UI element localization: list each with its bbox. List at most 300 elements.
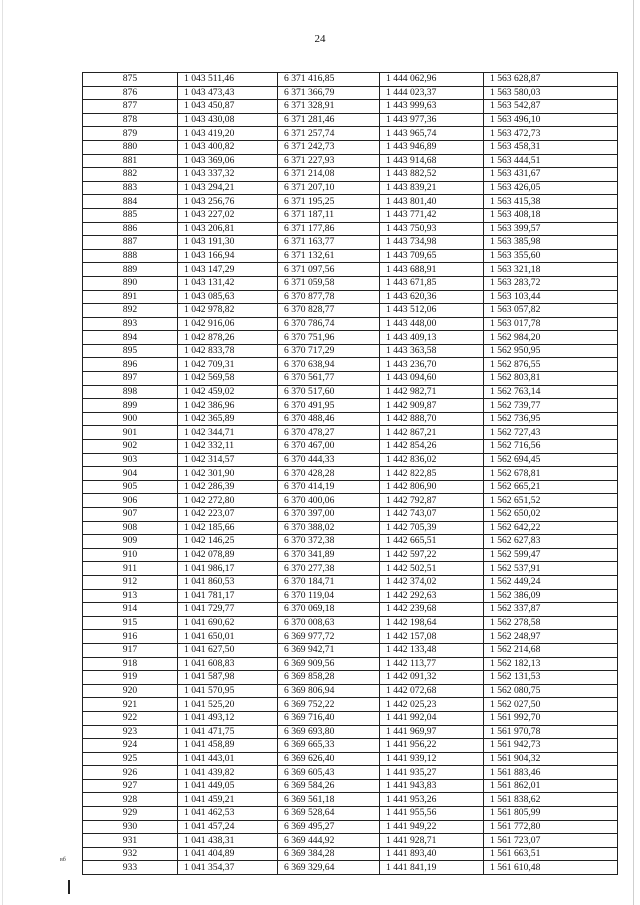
coordinate-cell: 6 369 977,72 [278, 630, 380, 644]
coordinate-cell: 1 041 570,95 [178, 684, 278, 698]
coordinate-cell: 6 369 528,64 [278, 807, 380, 821]
point-number-cell: 876 [83, 86, 178, 100]
coordinate-cell: 1 043 191,30 [178, 236, 278, 250]
point-number-cell: 916 [83, 630, 178, 644]
coordinate-cell: 1 443 709,65 [380, 249, 484, 263]
coordinate-cell: 1 041 443,01 [178, 752, 278, 766]
table-row [83, 711, 618, 725]
coordinate-cell: 1 443 999,63 [380, 100, 484, 114]
point-number-cell: 919 [83, 671, 178, 685]
coordinate-cell: 1 443 620,36 [380, 290, 484, 304]
table-row [83, 752, 618, 766]
coordinate-cell: 6 370 517,60 [278, 385, 380, 399]
coordinate-cell: 1 042 286,39 [178, 480, 278, 494]
coordinate-cell: 1 442 072,68 [380, 684, 484, 698]
coordinate-cell: 1 442 133,48 [380, 643, 484, 657]
coordinate-cell: 1 563 458,31 [484, 140, 618, 154]
table-row [83, 290, 618, 304]
coordinate-cell: 6 370 277,38 [278, 562, 380, 576]
coordinate-cell: 6 369 716,40 [278, 711, 380, 725]
point-number-cell: 900 [83, 412, 178, 426]
point-number-cell: 905 [83, 480, 178, 494]
coordinate-cell: 1 043 256,76 [178, 195, 278, 209]
coordinate-cell: 6 370 467,00 [278, 440, 380, 454]
coordinate-cell: 1 562 599,47 [484, 548, 618, 562]
coordinate-cell: 6 369 806,94 [278, 684, 380, 698]
table-row [83, 358, 618, 372]
table-row [83, 73, 618, 87]
point-number-cell: 895 [83, 344, 178, 358]
point-number-cell: 910 [83, 548, 178, 562]
coordinate-cell: 1 442 292,63 [380, 589, 484, 603]
coordinate-cell: 6 369 605,43 [278, 766, 380, 780]
coordinate-cell: 6 371 214,08 [278, 168, 380, 182]
coordinate-cell: 6 369 909,56 [278, 657, 380, 671]
coordinate-cell: 1 042 386,96 [178, 399, 278, 413]
coordinate-cell: 1 443 750,93 [380, 222, 484, 236]
point-number-cell: 878 [83, 113, 178, 127]
coordinate-cell: 1 441 893,40 [380, 847, 484, 861]
table-row [83, 331, 618, 345]
table-row [83, 440, 618, 454]
coordinate-cell: 1 041 457,24 [178, 820, 278, 834]
coordinate-cell: 1 442 157,08 [380, 630, 484, 644]
point-number-cell: 877 [83, 100, 178, 114]
coordinate-cell: 1 442 792,87 [380, 494, 484, 508]
coordinate-cell: 1 562 449,24 [484, 575, 618, 589]
table-row [83, 766, 618, 780]
table-row [83, 181, 618, 195]
coordinate-cell: 1 562 182,13 [484, 657, 618, 671]
coordinate-cell: 1 441 841,19 [380, 861, 484, 875]
coordinate-cell: 1 442 113,77 [380, 657, 484, 671]
coordinate-cell: 1 041 449,05 [178, 779, 278, 793]
coordinate-cell: 6 369 495,27 [278, 820, 380, 834]
point-number-cell: 879 [83, 127, 178, 141]
point-number-cell: 904 [83, 467, 178, 481]
coordinate-cell: 1 443 409,13 [380, 331, 484, 345]
coordinate-cell: 1 442 836,02 [380, 453, 484, 467]
coordinate-cell: 1 442 597,22 [380, 548, 484, 562]
coordinate-cell: 1 563 017,78 [484, 317, 618, 331]
point-number-cell: 884 [83, 195, 178, 209]
point-number-cell: 928 [83, 793, 178, 807]
coordinate-cell: 1 441 943,83 [380, 779, 484, 793]
point-number-cell: 913 [83, 589, 178, 603]
coordinate-cell: 1 042 878,26 [178, 331, 278, 345]
coordinate-cell: 1 443 363,58 [380, 344, 484, 358]
coordinate-cell: 1 042 569,58 [178, 372, 278, 386]
coordinates-table-body [83, 73, 618, 875]
table-row [83, 276, 618, 290]
table-row [83, 657, 618, 671]
coordinate-cell: 1 443 771,42 [380, 208, 484, 222]
table-row [83, 467, 618, 481]
point-number-cell: 903 [83, 453, 178, 467]
table-row [83, 412, 618, 426]
coordinate-cell: 1 562 642,22 [484, 521, 618, 535]
table-row [83, 480, 618, 494]
point-number-cell: 914 [83, 603, 178, 617]
coordinate-cell: 6 369 329,64 [278, 861, 380, 875]
point-number-cell: 901 [83, 426, 178, 440]
coordinate-cell: 6 369 942,71 [278, 643, 380, 657]
coordinate-cell: 1 441 956,22 [380, 739, 484, 753]
coordinate-cell: 1 441 935,27 [380, 766, 484, 780]
coordinate-cell: 1 041 781,17 [178, 589, 278, 603]
coordinate-cell: 1 562 027,50 [484, 698, 618, 712]
coordinate-cell: 6 371 257,74 [278, 127, 380, 141]
coordinate-cell: 1 041 354,37 [178, 861, 278, 875]
coordinate-cell: 1 042 916,06 [178, 317, 278, 331]
table-row [83, 168, 618, 182]
coordinate-cell: 1 563 415,38 [484, 195, 618, 209]
coordinate-cell: 1 042 185,66 [178, 521, 278, 535]
coordinate-cell: 1 043 419,20 [178, 127, 278, 141]
coordinate-cell: 1 043 400,82 [178, 140, 278, 154]
table-row [83, 793, 618, 807]
coordinate-cell: 1 562 739,77 [484, 399, 618, 413]
coordinate-cell: 1 442 822,85 [380, 467, 484, 481]
coordinate-cell: 6 369 752,22 [278, 698, 380, 712]
coordinate-cell: 1 041 525,20 [178, 698, 278, 712]
coordinate-cell: 1 562 386,09 [484, 589, 618, 603]
table-row [83, 575, 618, 589]
coordinate-cell: 1 562 876,55 [484, 358, 618, 372]
coordinate-cell: 1 563 355,60 [484, 249, 618, 263]
table-row [83, 249, 618, 263]
coordinate-cell: 1 041 587,98 [178, 671, 278, 685]
coordinate-cell: 1 042 709,31 [178, 358, 278, 372]
coordinate-cell: 1 563 431,67 [484, 168, 618, 182]
coordinate-cell: 6 370 638,94 [278, 358, 380, 372]
point-number-cell: 927 [83, 779, 178, 793]
footer-tick [68, 880, 70, 894]
coordinate-cell: 1 443 946,89 [380, 140, 484, 154]
coordinate-cell: 1 562 736,95 [484, 412, 618, 426]
coordinate-cell: 1 041 458,89 [178, 739, 278, 753]
coordinate-cell: 1 562 763,14 [484, 385, 618, 399]
table-row [83, 847, 618, 861]
point-number-cell: 892 [83, 304, 178, 318]
scan-edge-left [2, 0, 3, 905]
point-number-cell: 908 [83, 521, 178, 535]
coordinate-cell: 6 370 444,33 [278, 453, 380, 467]
coordinate-cell: 1 562 803,81 [484, 372, 618, 386]
point-number-cell: 907 [83, 508, 178, 522]
table-row [83, 603, 618, 617]
coordinate-cell: 1 042 978,82 [178, 304, 278, 318]
coordinate-cell: 1 442 982,71 [380, 385, 484, 399]
table-row [83, 562, 618, 576]
coordinate-cell: 1 563 542,87 [484, 100, 618, 114]
coordinate-cell: 1 442 888,70 [380, 412, 484, 426]
coordinate-cell: 1 043 131,42 [178, 276, 278, 290]
coordinate-cell: 1 442 867,21 [380, 426, 484, 440]
coordinate-cell: 1 042 078,89 [178, 548, 278, 562]
point-number-cell: 891 [83, 290, 178, 304]
point-number-cell: 896 [83, 358, 178, 372]
coordinate-cell: 6 370 751,96 [278, 331, 380, 345]
coordinate-cell: 1 444 023,37 [380, 86, 484, 100]
table-row [83, 127, 618, 141]
coordinate-cell: 1 041 690,62 [178, 616, 278, 630]
coordinate-cell: 1 563 103,44 [484, 290, 618, 304]
table-row [83, 684, 618, 698]
coordinate-cell: 1 042 459,02 [178, 385, 278, 399]
coordinate-cell: 1 442 806,90 [380, 480, 484, 494]
coordinate-cell: 1 043 430,08 [178, 113, 278, 127]
table-row [83, 399, 618, 413]
coordinate-cell: 1 442 705,39 [380, 521, 484, 535]
point-number-cell: 930 [83, 820, 178, 834]
coordinate-cell: 1 443 688,91 [380, 263, 484, 277]
coordinate-cell: 1 563 385,98 [484, 236, 618, 250]
coordinate-cell: 1 562 984,20 [484, 331, 618, 345]
table-row [83, 508, 618, 522]
table-row [83, 820, 618, 834]
point-number-cell: 880 [83, 140, 178, 154]
coordinate-cell: 1 443 965,74 [380, 127, 484, 141]
coordinate-cell: 1 444 062,96 [380, 73, 484, 87]
coordinate-cell: 1 442 665,51 [380, 535, 484, 549]
coordinate-cell: 1 563 472,73 [484, 127, 618, 141]
coordinate-cell: 6 370 372,38 [278, 535, 380, 549]
point-number-cell: 931 [83, 834, 178, 848]
table-row [83, 154, 618, 168]
coordinate-cell: 1 563 444,51 [484, 154, 618, 168]
table-row [83, 317, 618, 331]
coordinate-cell: 6 369 561,18 [278, 793, 380, 807]
point-number-cell: 898 [83, 385, 178, 399]
coordinate-cell: 1 562 214,68 [484, 643, 618, 657]
coordinate-cell: 6 370 828,77 [278, 304, 380, 318]
coordinate-cell: 1 042 146,25 [178, 535, 278, 549]
coordinate-cell: 6 370 414,19 [278, 480, 380, 494]
coordinate-cell: 1 562 651,52 [484, 494, 618, 508]
coordinate-cell: 6 370 717,29 [278, 344, 380, 358]
coordinate-cell: 6 371 195,25 [278, 195, 380, 209]
coordinate-cell: 1 043 369,06 [178, 154, 278, 168]
coordinate-cell: 6 371 227,93 [278, 154, 380, 168]
coordinate-cell: 1 443 448,00 [380, 317, 484, 331]
coordinate-cell: 6 371 177,86 [278, 222, 380, 236]
coordinate-cell: 1 041 439,82 [178, 766, 278, 780]
coordinate-cell: 1 443 914,68 [380, 154, 484, 168]
coordinate-cell: 1 562 950,95 [484, 344, 618, 358]
table-row [83, 725, 618, 739]
coordinate-cell: 6 370 184,71 [278, 575, 380, 589]
coordinate-cell: 1 562 248,97 [484, 630, 618, 644]
coordinate-cell: 6 370 428,28 [278, 467, 380, 481]
coordinate-cell: 1 442 854,26 [380, 440, 484, 454]
point-number-cell: 924 [83, 739, 178, 753]
coordinate-cell: 1 043 166,94 [178, 249, 278, 263]
coordinate-cell: 1 041 986,17 [178, 562, 278, 576]
coordinate-cell: 6 369 384,28 [278, 847, 380, 861]
coordinate-cell: 1 041 493,12 [178, 711, 278, 725]
coordinate-cell: 1 442 909,87 [380, 399, 484, 413]
table-row [83, 521, 618, 535]
coordinate-cell: 1 042 365,89 [178, 412, 278, 426]
coordinate-cell: 1 042 344,71 [178, 426, 278, 440]
point-number-cell: 929 [83, 807, 178, 821]
point-number-cell: 926 [83, 766, 178, 780]
point-number-cell: 925 [83, 752, 178, 766]
coordinate-cell: 1 561 772,80 [484, 820, 618, 834]
coordinate-cell: 6 371 242,73 [278, 140, 380, 154]
point-number-cell: 915 [83, 616, 178, 630]
coordinate-cell: 6 370 397,00 [278, 508, 380, 522]
coordinate-cell: 6 370 069,18 [278, 603, 380, 617]
table-row [83, 807, 618, 821]
point-number-cell: 897 [83, 372, 178, 386]
coordinate-cell: 6 370 491,95 [278, 399, 380, 413]
coordinate-cell: 1 043 511,46 [178, 73, 278, 87]
point-number-cell: 899 [83, 399, 178, 413]
table-row [83, 739, 618, 753]
coordinate-cell: 1 562 537,91 [484, 562, 618, 576]
coordinate-cell: 1 562 131,53 [484, 671, 618, 685]
coordinate-cell: 6 370 786,74 [278, 317, 380, 331]
coordinate-cell: 6 370 400,06 [278, 494, 380, 508]
point-number-cell: 883 [83, 181, 178, 195]
coordinate-cell: 6 371 207,10 [278, 181, 380, 195]
point-number-cell: 902 [83, 440, 178, 454]
coordinate-cell: 1 443 236,70 [380, 358, 484, 372]
coordinate-cell: 1 442 025,23 [380, 698, 484, 712]
coordinate-cell: 1 443 801,40 [380, 195, 484, 209]
point-number-cell: 894 [83, 331, 178, 345]
coordinate-cell: 1 041 459,21 [178, 793, 278, 807]
coordinate-cell: 1 042 833,78 [178, 344, 278, 358]
coordinate-cell: 1 561 610,48 [484, 861, 618, 875]
coordinate-cell: 1 441 955,56 [380, 807, 484, 821]
page-number: 24 [314, 33, 326, 45]
point-number-cell: 911 [83, 562, 178, 576]
point-number-cell: 885 [83, 208, 178, 222]
point-number-cell: 881 [83, 154, 178, 168]
table-row [83, 453, 618, 467]
point-number-cell: 917 [83, 643, 178, 657]
coordinate-cell: 1 041 404,89 [178, 847, 278, 861]
coordinate-cell: 1 042 314,57 [178, 453, 278, 467]
coordinate-cell: 6 370 561,77 [278, 372, 380, 386]
coordinate-cell: 1 043 206,81 [178, 222, 278, 236]
table-row [83, 643, 618, 657]
table-row [83, 195, 618, 209]
table-row [83, 113, 618, 127]
coordinate-cell: 6 371 366,79 [278, 86, 380, 100]
coordinate-cell: 1 562 665,21 [484, 480, 618, 494]
coordinate-cell: 1 043 450,87 [178, 100, 278, 114]
coordinate-cell: 1 441 949,22 [380, 820, 484, 834]
coordinate-cell: 1 443 882,52 [380, 168, 484, 182]
coordinate-cell: 1 442 198,64 [380, 616, 484, 630]
point-number-cell: 923 [83, 725, 178, 739]
table-row [83, 385, 618, 399]
table-row [83, 616, 618, 630]
coordinate-cell: 1 043 294,21 [178, 181, 278, 195]
coordinate-cell: 6 369 858,28 [278, 671, 380, 685]
coordinates-table [82, 72, 618, 875]
coordinate-cell: 6 369 584,26 [278, 779, 380, 793]
coordinate-cell: 1 441 969,97 [380, 725, 484, 739]
coordinate-cell: 1 443 671,85 [380, 276, 484, 290]
coordinate-cell: 1 563 426,05 [484, 181, 618, 195]
coordinate-cell: 1 042 332,11 [178, 440, 278, 454]
coordinate-cell: 1 041 471,75 [178, 725, 278, 739]
coordinate-cell: 6 371 132,61 [278, 249, 380, 263]
coordinate-cell: 1 563 580,03 [484, 86, 618, 100]
coordinate-cell: 6 369 626,40 [278, 752, 380, 766]
point-number-cell: 920 [83, 684, 178, 698]
coordinate-cell: 6 371 059,58 [278, 276, 380, 290]
coordinate-cell: 6 369 444,92 [278, 834, 380, 848]
coordinate-cell: 1 562 627,83 [484, 535, 618, 549]
coordinate-cell: 1 563 283,72 [484, 276, 618, 290]
coordinate-cell: 1 442 374,02 [380, 575, 484, 589]
coordinate-cell: 1 442 239,68 [380, 603, 484, 617]
coordinate-cell: 1 443 734,98 [380, 236, 484, 250]
coordinate-cell: 1 441 953,26 [380, 793, 484, 807]
coordinate-cell: 1 042 223,07 [178, 508, 278, 522]
point-number-cell: 875 [83, 73, 178, 87]
scan-edge-right [633, 0, 634, 905]
point-number-cell: 906 [83, 494, 178, 508]
coordinate-cell: 1 043 147,29 [178, 263, 278, 277]
point-number-cell: 890 [83, 276, 178, 290]
coordinate-cell: 6 370 388,02 [278, 521, 380, 535]
coordinate-cell: 6 370 877,78 [278, 290, 380, 304]
coordinate-cell: 1 563 399,57 [484, 222, 618, 236]
table-row [83, 834, 618, 848]
table-row [83, 779, 618, 793]
point-number-cell: 887 [83, 236, 178, 250]
coordinate-cell: 1 041 627,50 [178, 643, 278, 657]
table-row [83, 589, 618, 603]
coordinate-cell: 6 370 008,63 [278, 616, 380, 630]
coordinate-cell: 1 561 838,62 [484, 793, 618, 807]
coordinate-cell: 1 441 992,04 [380, 711, 484, 725]
table-row [83, 86, 618, 100]
table-row [83, 222, 618, 236]
coordinate-cell: 1 043 337,32 [178, 168, 278, 182]
coordinate-cell: 1 441 928,71 [380, 834, 484, 848]
table-row [83, 426, 618, 440]
coordinate-cell: 1 442 091,32 [380, 671, 484, 685]
coordinate-cell: 1 441 939,12 [380, 752, 484, 766]
point-number-cell: 932 [83, 847, 178, 861]
point-number-cell: 909 [83, 535, 178, 549]
table-row [83, 548, 618, 562]
coordinate-cell: 1 561 663,51 [484, 847, 618, 861]
table-row [83, 494, 618, 508]
coordinate-cell: 1 042 301,90 [178, 467, 278, 481]
coordinate-cell: 1 043 085,63 [178, 290, 278, 304]
coordinate-cell: 1 041 608,83 [178, 657, 278, 671]
coordinate-cell: 6 371 416,85 [278, 73, 380, 87]
point-number-cell: 889 [83, 263, 178, 277]
coordinate-cell: 1 443 839,21 [380, 181, 484, 195]
coordinate-cell: 6 371 097,56 [278, 263, 380, 277]
coordinate-cell: 1 041 729,77 [178, 603, 278, 617]
coordinate-cell: 1 563 408,18 [484, 208, 618, 222]
coordinate-cell: 1 442 743,07 [380, 508, 484, 522]
coordinate-cell: 1 041 462,53 [178, 807, 278, 821]
table-row [83, 304, 618, 318]
coordinate-cell: 1 562 716,56 [484, 440, 618, 454]
